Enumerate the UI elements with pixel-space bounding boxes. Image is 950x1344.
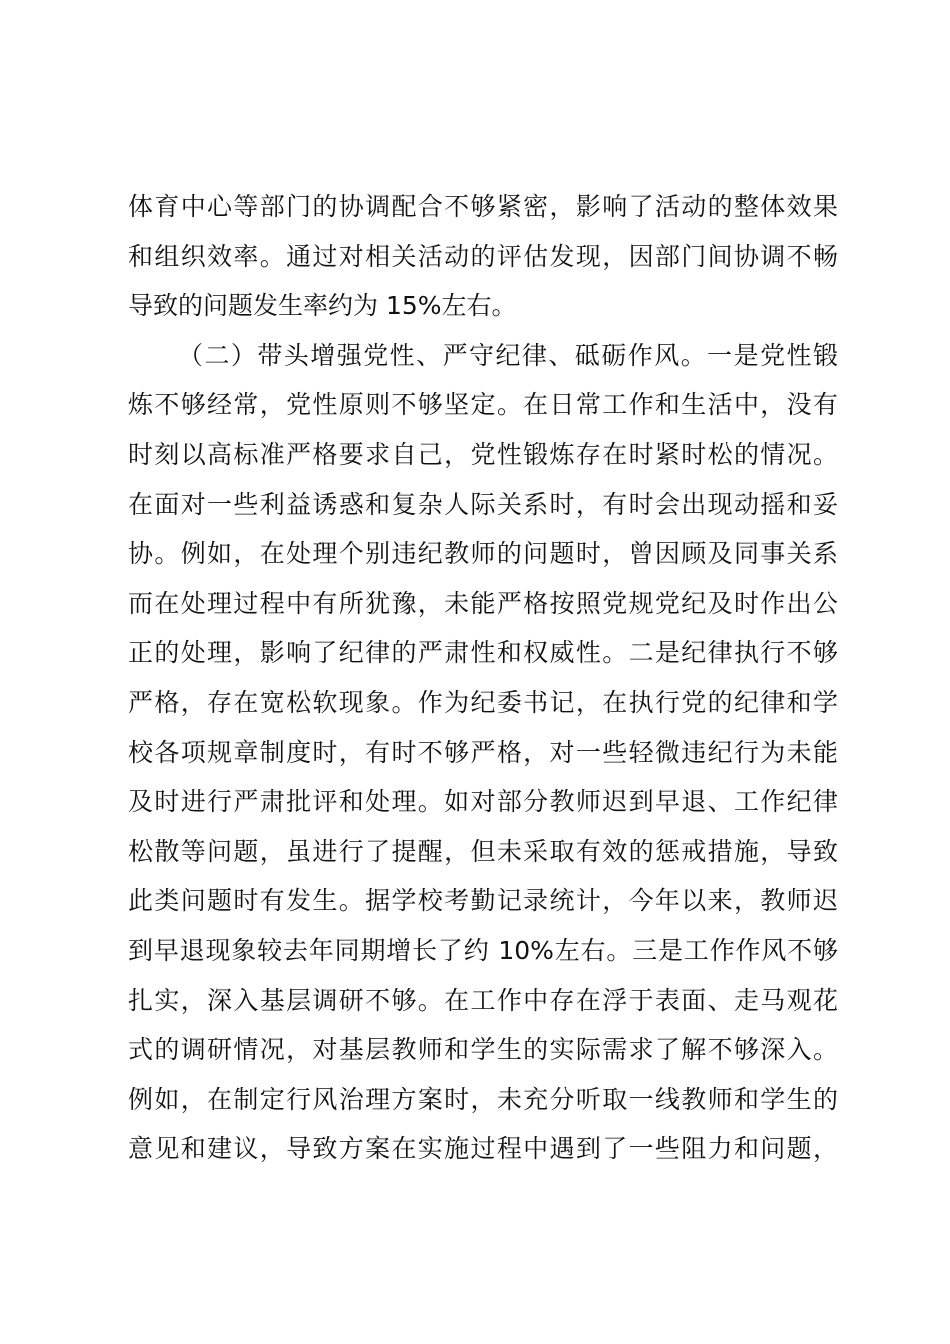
- text-line: 时刻以高标准严格要求自己，党性锻炼存在时紧时松的情况。: [128, 439, 838, 469]
- text-line: 正的处理，影响了纪律的严肃性和权威性。二是纪律执行不够: [128, 638, 838, 668]
- text-line: 意见和建议，导致方案在实施过程中遇到了一些阻力和问题，: [128, 1134, 838, 1164]
- text-line: 体育中心等部门的协调配合不够紧密，影响了活动的整体效果: [128, 192, 838, 221]
- text-line: 此类问题时有发生。据学校考勤记录统计，今年以来，教师迟: [128, 886, 838, 916]
- body-text: [128, 182, 838, 1174]
- text-line: 松散等问题，虽进行了提醒，但未采取有效的惩戒措施，导致: [128, 836, 838, 866]
- text-line: 在面对一些利益诱惑和复杂人际关系时，有时会出现动摇和妥: [128, 489, 838, 519]
- text-line: 严格，存在宽松软现象。作为纪委书记，在执行党的纪律和学: [128, 687, 838, 717]
- text-line: 协。例如，在处理个别违纪教师的问题时，曾因顾及同事关系: [128, 539, 838, 569]
- text-line: 而在处理过程中有所犹豫，未能严格按照党规党纪及时作出公: [128, 588, 838, 618]
- text-line: 式的调研情况，对基层教师和学生的实际需求了解不够深入。: [128, 1035, 838, 1065]
- text-line: 炼不够经常，党性原则不够坚定。在日常工作和生活中，没有: [128, 390, 838, 420]
- text-line: 及时进行严肃批评和处理。如对部分教师迟到早退、工作纪律: [128, 787, 838, 817]
- text-line: 和组织效率。通过对相关活动的评估发现，因部门间协调不畅: [128, 241, 838, 271]
- text-line: 校各项规章制度时，有时不够严格，对一些轻微违纪行为未能: [128, 737, 838, 767]
- text-line: 扎实，深入基层调研不够。在工作中存在浮于表面、走马观花: [128, 985, 838, 1015]
- text-line: 导致的问题发生率约为 15%左右。: [128, 291, 517, 321]
- text-line: 例如，在制定行风治理方案时，未充分听取一线教师和学生的: [128, 1084, 838, 1114]
- text-line: 到早退现象较去年同期增长了约 10%左右。三是工作作风不够: [128, 935, 838, 965]
- text-line: （二）带头增强党性、严守纪律、砥砺作风。一是党性锻: [178, 340, 838, 370]
